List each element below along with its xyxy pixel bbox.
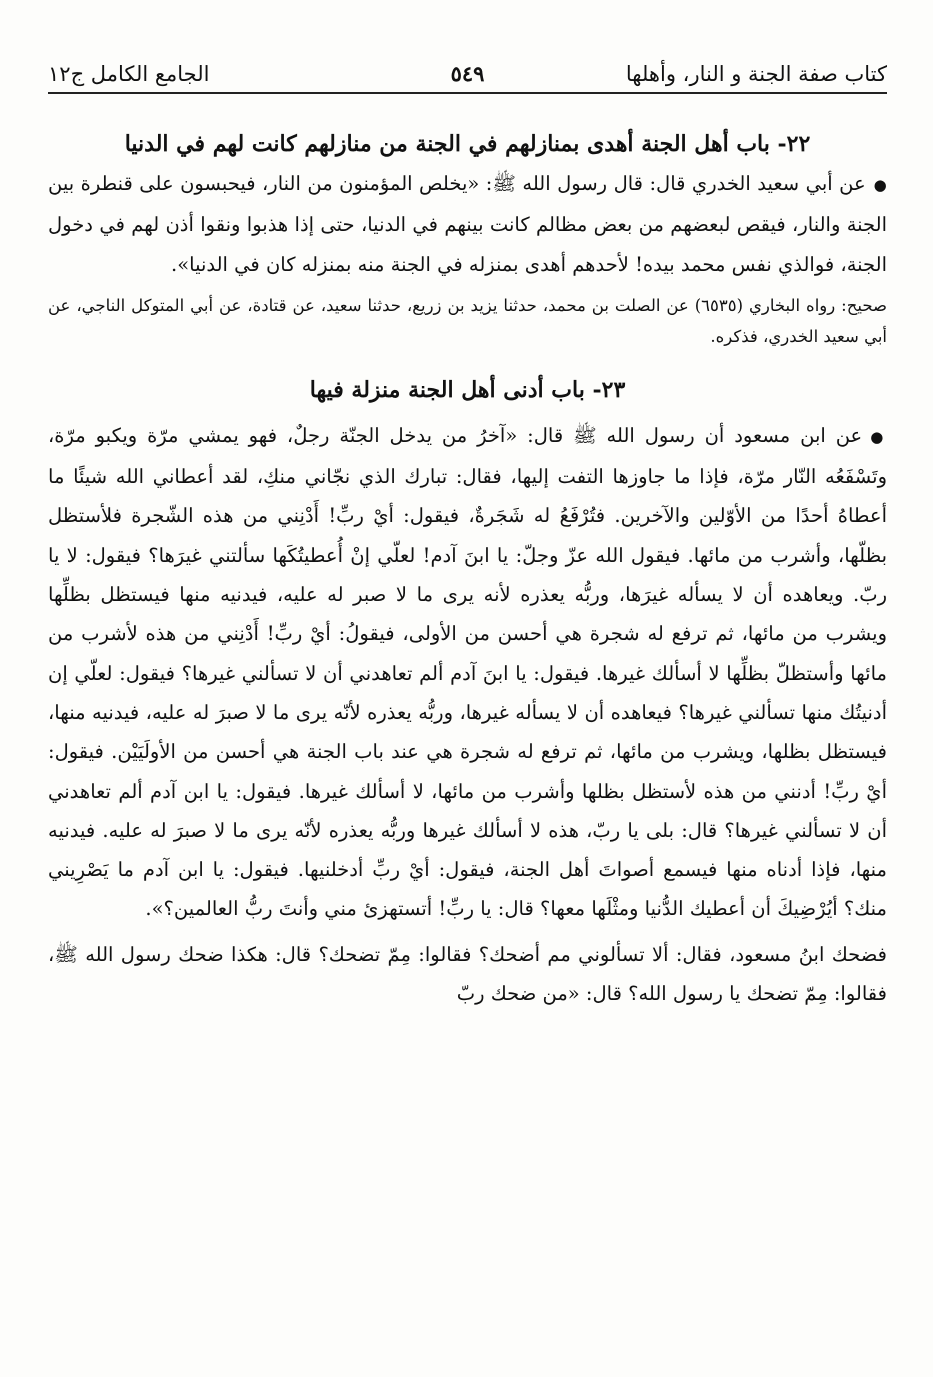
page-number: ٥٤٩ bbox=[450, 61, 485, 86]
bullet-icon: ● bbox=[873, 176, 887, 194]
hadith-body-22: عن أبي سعيد الخدري قال: قال رسول الله ﷺ: «يخلص المؤمنون من النار، فيحبسون على قنطرة بين الجنة والنار، فيقص لبعضهم من بعض مظالم كانت بينهم في الدنيا، حتى إذا هذبوا ونقوا أذن لهم في دخول الجنة، فوالذي نفس محمد بيده! لأحدهم أهدى بمنزله في الجنة منه بمنزله كان في الدنيا». bbox=[48, 172, 887, 276]
hadith-body-23: عن ابن مسعود أن رسول الله ﷺ قال: «آخرُ من يدخل الجنّة رجلٌ، فهو يمشي مرّة ويكبو مرّة، وتَسْفَعُه النّار مرّة، فإذا ما جاوزها التفت إليها، فقال: تبارك الذي نجّاني منكِ، لقد أعطاني الله شيئًا ما أعطاهُ أحدًا من الأوّلين والآخرين. فتُرْفَعُ له شَجَرةٌ، فيقول: أيْ ربِّ! أَدْنِني من هذه الشّجرة فلأستظل بظلّها، وأشرب من مائها. فيقول الله عزّ وجلّ: يا ابنَ آدم! لعلّي إنْ أُعطيتُكَها سألتني غيرَها؟ فيقول: لا يا ربّ. ويعاهده أن لا يسأله غيرَها، وربُّه يعذره لأنه يرى ما لا صبر له عليه، فيدنيه منها فيستظل بظلِّها ويشرب من مائها، ثم ترفع له شجرة هي أحسن من الأولى، فيقولُ: أيْ ربِّ! أَدْنِني من هذه لأشرب من مائها وأستظلّ بظلِّها لا أسألك غيرها. فيقول: يا ابنَ آدم ألم تعاهدني أن لا تسألني غيرها؟ فيقول: لعلّي إن أدنيتُك منها تسألني غيرها؟ فيعاهده أن لا يسأله غيرها، وربُّه يعذره لأنّه يرى ما لا صبرَ له عليه، فيدنيه منها، فيستظل بظلها، ويشرب من مائها، ثم ترفع له شجرة هي عند باب الجنة هي أحسن من الأولَيَيْن. فيقول: أيْ ربِّ! أدنني من هذه لأستظل بظلها وأشرب من مائها، لا أسألك غيرها. فيقول: يا ابن آدم ألم تعاهدني أن لا تسألني غيرها؟ قال: بلى يا ربّ، هذه لا أسألك غيرها وربُّه يعذره لأنّه يرى ما لا صبرَ له عليه. فيدنيه منها، فإذا أدناه منها فيسمع أصواتَ أهل الجنة، فيقول: أيْ ربِّ أدخلنيها. فيقول: يا ابن آدم ما يَصْرِيني منك؟ أيُرْضِيكَ أن أعطيك الدُّنيا ومثْلَها معها؟ قال: يا ربِّ! أتستهزئ مني وأنتَ ربُّ العالمين؟». bbox=[48, 423, 887, 921]
bullet-icon: ● bbox=[870, 427, 887, 446]
book-title: كتاب صفة الجنة و النار، وأهلها bbox=[625, 62, 887, 86]
hadith-continuation-23: فضحك ابنُ مسعود، فقال: ألا تسألوني مم أضحك؟ فقالوا: مِمّ تضحك؟ قال: هكذا ضحك رسول الله ﷺ، فقالوا: مِمّ تضحك يا رسول الله؟ قال: «من ضحك ربّ bbox=[48, 942, 887, 1006]
hadith-text-22 bbox=[48, 164, 887, 284]
chapter-heading-22: ٢٢- باب أهل الجنة أهدى بمنازلهم في الجنة من منازلهم كانت لهم في الدنيا bbox=[124, 131, 811, 157]
page-content bbox=[48, 124, 887, 1013]
chapter-heading-23: ٢٣- باب أدنى أهل الجنة منزلة فيها bbox=[309, 376, 626, 403]
running-header bbox=[48, 56, 887, 94]
volume-label: الجامع الكامل ج١٢ bbox=[48, 62, 210, 86]
hadith-text-23 bbox=[48, 416, 887, 929]
hadith-source-22: صحيح: رواه البخاري (٦٥٣٥) عن الصلت بن محمد، حدثنا يزيد بن زريع، حدثنا سعيد، عن قتادة، عن أبي المتوكل الناجي، عن أبي سعيد الخدري، فذكره. bbox=[48, 295, 887, 346]
